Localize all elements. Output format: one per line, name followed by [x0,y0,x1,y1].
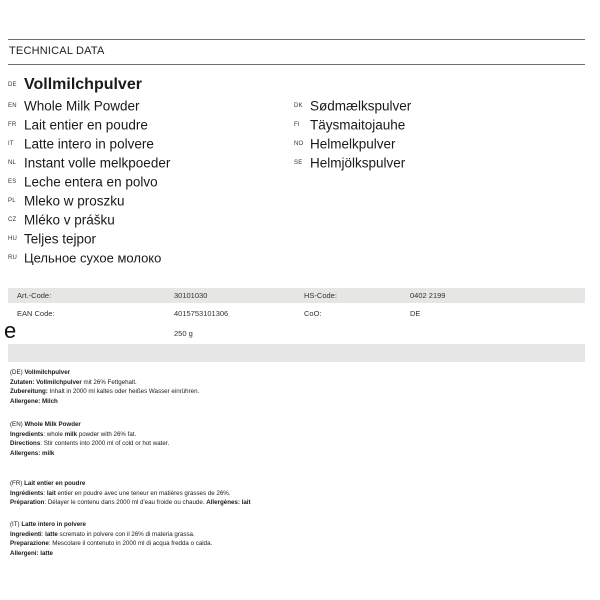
description-de [10,368,570,406]
name-row-de [8,76,142,94]
allergens-label: Allergene: [10,397,42,405]
preparation-label: Preparazione [10,540,49,548]
product-name: Instant volle melkpoeder [24,155,171,171]
heading-code: (EN) [10,421,25,428]
spec-row-art [8,288,585,303]
lang-code: PL [8,197,16,204]
name-row-se [294,154,405,172]
spec-row-ean [8,305,585,321]
heading: Vollmilchpulver [24,369,71,376]
spec-row-weight [8,324,585,344]
lang-code: CZ [8,216,17,223]
preparation-label: Zubereitung: [10,388,50,396]
allergens-text: Milch [41,397,58,405]
heading-code: (FR) [10,480,25,487]
product-name: Mleko w proszku [24,193,125,209]
ingredients-colon: : [41,530,46,538]
name-row-it [8,135,154,153]
section-title: TECHNICAL DATA [9,45,105,57]
directions-text: : Stir contents into 2000 ml of cold or hot water. [40,440,170,448]
name-row-en [8,97,140,115]
ingredients-bold: lait [46,489,56,497]
lang-code: SE [294,159,303,166]
product-name: Helmelkpulver [310,136,396,152]
ingredients-label: Ingredienti [10,530,42,538]
coo-label: CoO: [304,309,322,318]
preparation-text: : Mescolare il contenuto in 2000 ml di acqua fredda o calda. [48,540,213,548]
product-name: Цельное сухое молоко [24,250,162,266]
allergens-label: Allergènes: [206,499,242,507]
product-name: Lait entier en poudre [24,117,148,133]
title-divider [8,64,585,65]
lang-code: IT [8,140,14,147]
allergens-text: latte [40,549,53,557]
lang-code: DE [8,82,17,88]
lang-code: EN [8,102,17,109]
ingredients-colon: : [43,489,47,497]
spec-row-empty [8,344,585,362]
ingredients-text: powder with 26% fat. [77,430,137,438]
allergens-text: milk [41,449,55,457]
ingredients-label: Ingrédients [10,489,44,497]
lang-code: FR [8,121,17,128]
product-name: Täysmaitojauhe [310,117,406,133]
ingredients-bold: latte [45,530,58,538]
name-row-nl [8,154,170,172]
name-row-ru [8,249,161,267]
preparation-text: : Délayer le contenu dans 2000 ml d'eau froide ou chaude. [44,499,207,507]
product-name: Mléko v prášku [24,212,115,228]
description-en [10,420,570,458]
name-row-hu [8,230,96,248]
hs-code-value: 0402 2199 [410,291,446,300]
name-row-cz [8,211,115,229]
net-weight: 250 g [174,329,193,338]
name-row-no [294,135,396,153]
ean-code-value: 4015753101306 [174,309,229,318]
ingredients-text: scremato in polvere con il 26% di materia grassa. [57,530,195,538]
ingredients-bold: Vollmilchpulver [36,378,82,386]
lang-code: DK [294,102,303,109]
heading-code: (DE) [10,369,25,376]
name-row-es [8,173,158,191]
heading: Latte intero in polvere [21,521,86,528]
product-name: Helmjölkspulver [310,155,406,171]
product-name: Teljes tejpor [24,231,97,247]
ingredients-text: entier en poudre avec une teneur en matières grasses de 26%. [55,489,231,497]
hs-code-label: HS-Code: [304,291,337,300]
preparation-label: Préparation [10,499,45,507]
description-it [10,520,570,558]
ingredients-label: Ingredients [10,430,44,438]
product-name: Vollmilchpulver [24,76,142,93]
ean-code-label: EAN Code: [17,309,55,318]
lang-code: NL [8,159,17,166]
directions-label: Directions [10,440,41,448]
allergens-text: lait [241,499,251,507]
product-name: Leche entera en polvo [24,174,158,190]
lang-code: NO [294,140,304,147]
name-row-dk [294,97,411,115]
heading: Lait entier en poudre [24,480,86,487]
lang-code: ES [8,178,17,185]
lang-code: HU [8,235,18,242]
allergens-label: Allergens: [10,449,42,457]
ingredients-pre: : whole [43,430,65,438]
art-code-label: Art.-Code: [17,291,52,300]
ingredients-label: Zutaten: [10,378,37,386]
name-row-fr [8,116,148,134]
description-fr [10,479,570,508]
product-name: Sødmælkspulver [310,98,412,114]
product-name: Whole Milk Powder [24,98,140,114]
preparation-text: Inhalt in 2000 ml kaltes oder heißes Wasser einrühren. [49,388,200,396]
art-code-value: 30101030 [174,291,208,300]
ingredients-bold: milk [64,430,78,438]
estimated-sign-icon: e [4,318,17,343]
product-name: Latte intero in polvere [24,136,154,152]
lang-code: RU [8,254,18,261]
name-row-fi [294,116,405,134]
ingredients-text: mit 26% Fettgehalt. [81,378,137,386]
heading: Whole Milk Powder [24,421,81,428]
lang-code: FI [294,121,300,128]
top-divider [8,39,585,40]
heading-code: (IT) [10,521,22,528]
allergens-label: Allergeni: [10,549,41,557]
coo-value: DE [410,309,421,318]
name-row-pl [8,192,125,210]
